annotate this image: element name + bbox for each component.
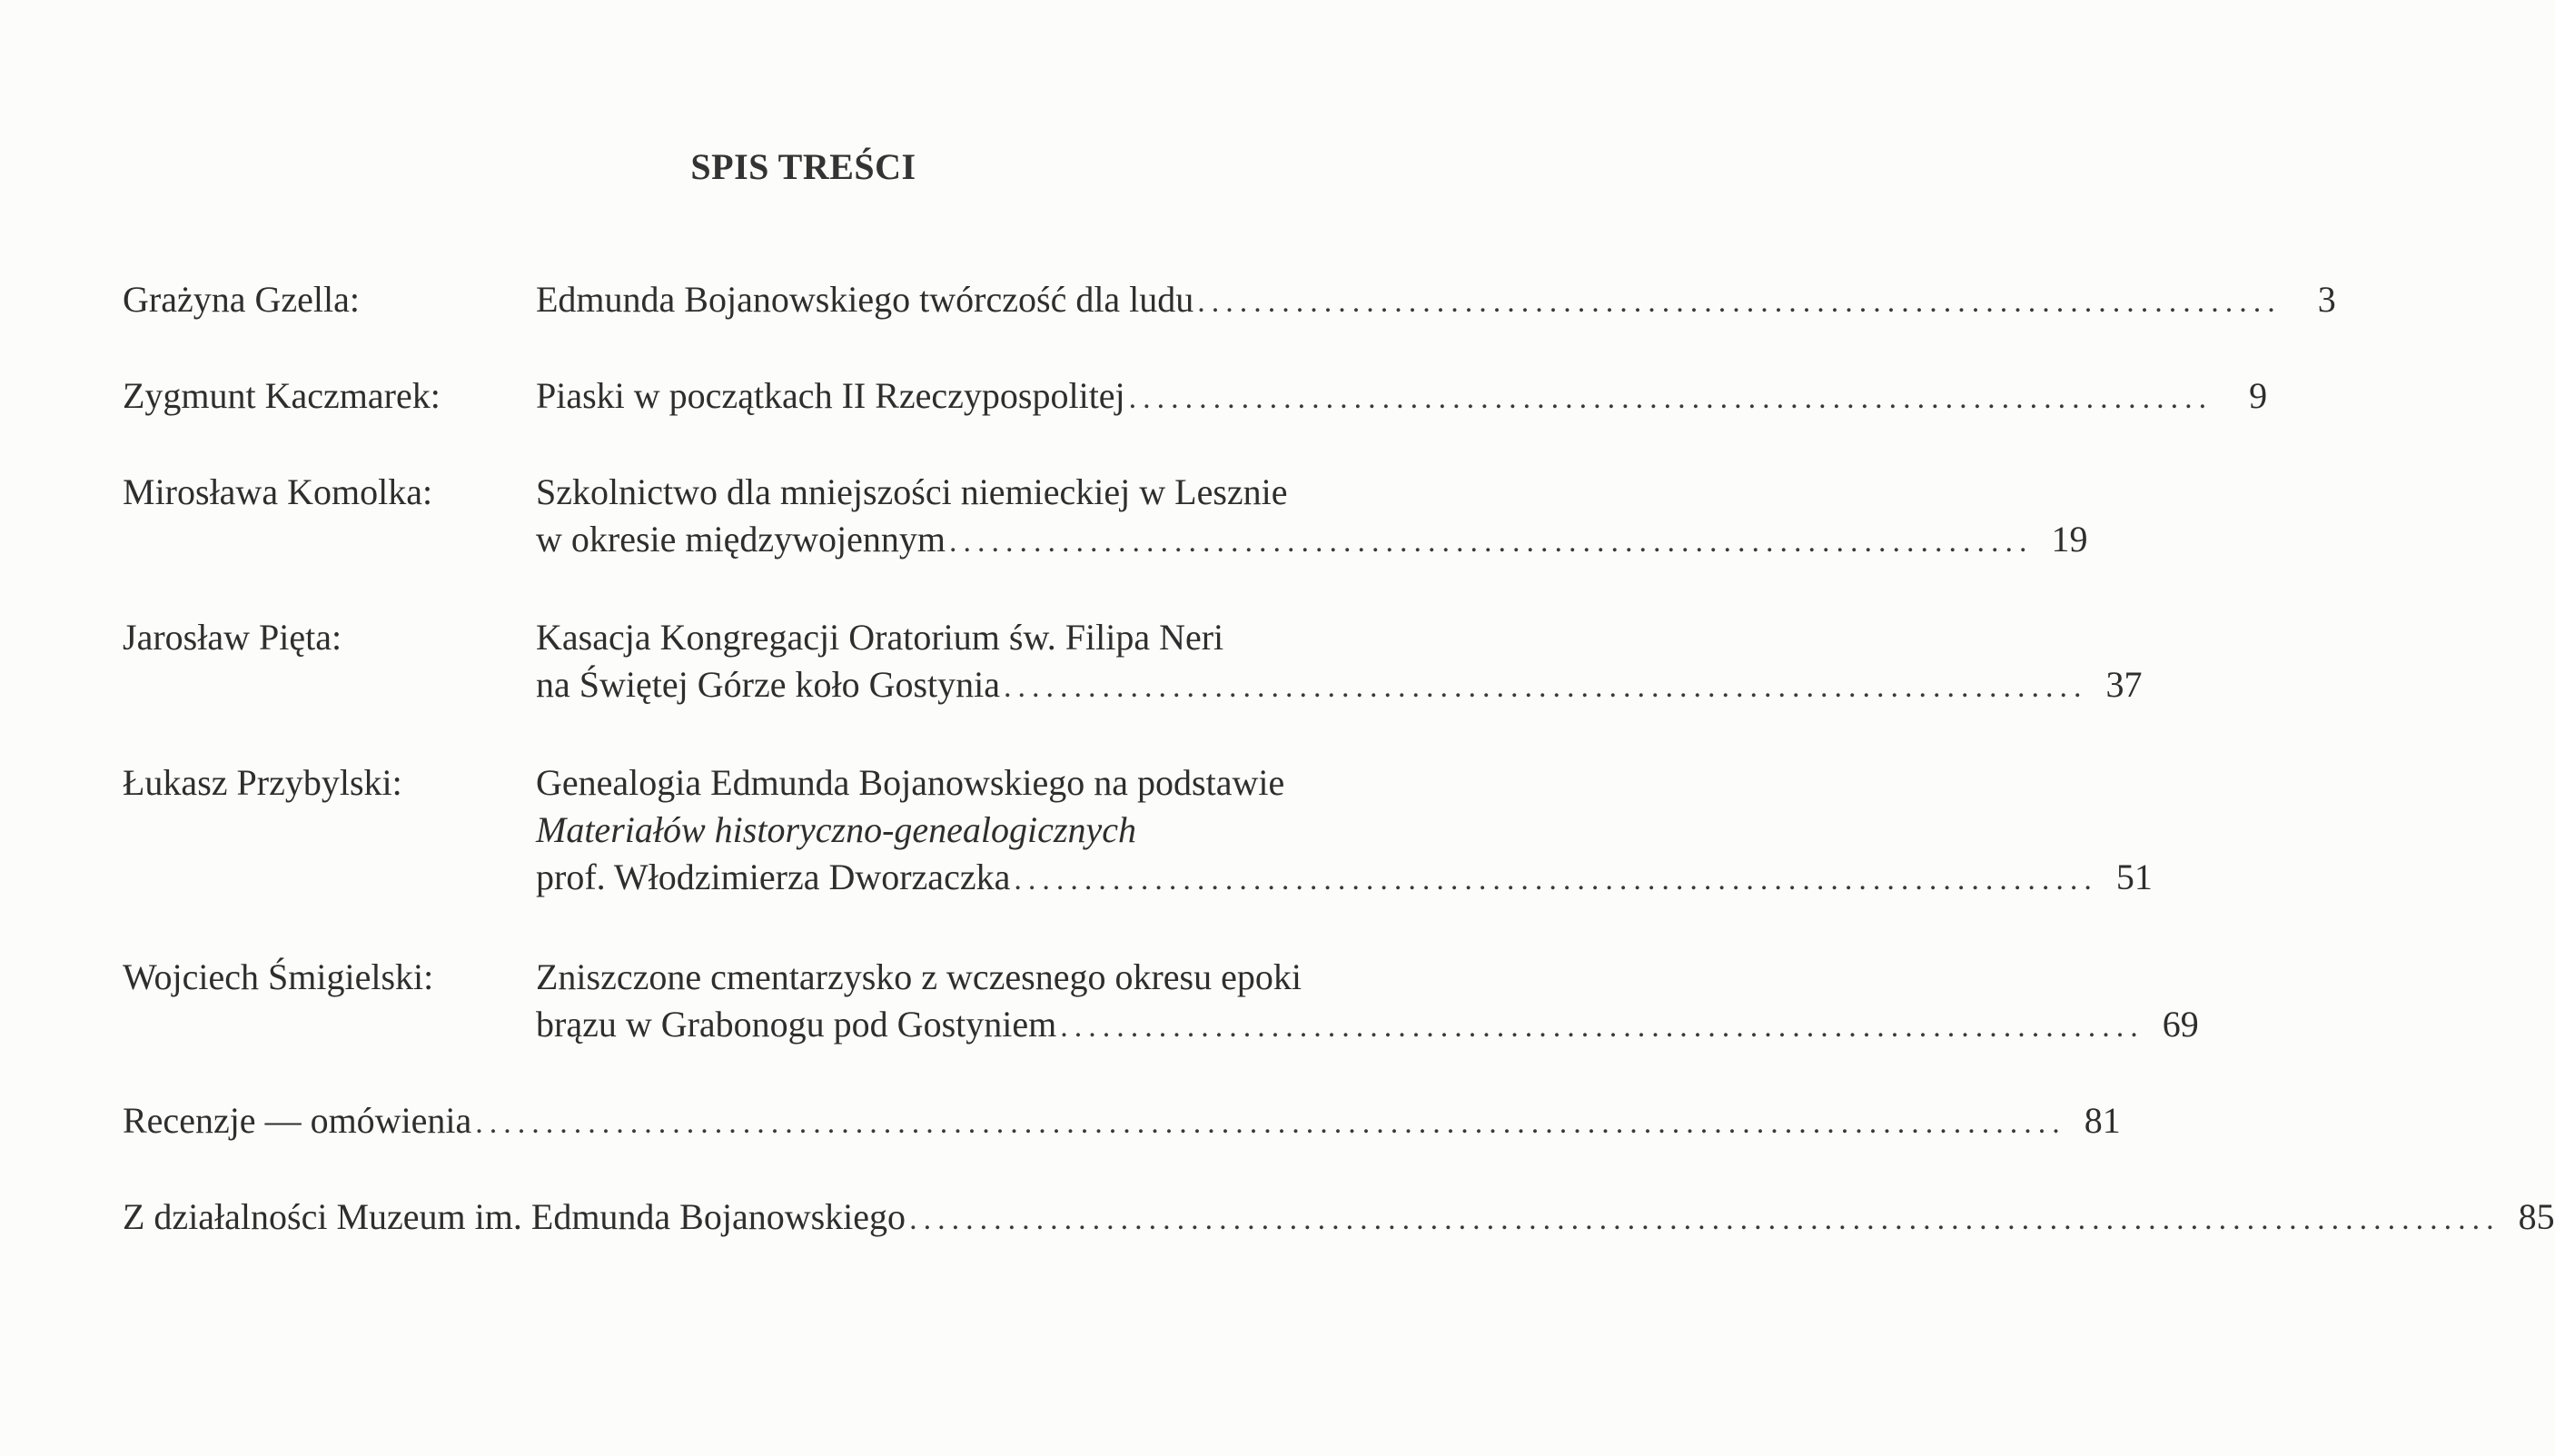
- entry-author: Grażyna Gzella:: [123, 279, 360, 320]
- toc-section: [123, 1097, 2121, 1144]
- entry-title: [536, 954, 2199, 1048]
- leader-dots: .................................................................................................................: [475, 1106, 2066, 1140]
- section-page-number: 85: [2518, 1196, 2555, 1237]
- entry-title-line: Piaski w początkach II Rzeczypospolitej: [536, 375, 1125, 416]
- entry-page-number: 37: [2105, 664, 2143, 705]
- entry-title: [536, 372, 2268, 420]
- entry-title: [536, 276, 2336, 323]
- entry-page-number: 9: [2249, 375, 2268, 416]
- entry-page-number: 69: [2162, 1004, 2199, 1045]
- page-title: SPIS TREŚCI: [690, 146, 916, 187]
- entry-title-line: Edmunda Bojanowskiego twórczość dla ludu: [536, 279, 1194, 320]
- leader-dots: .................................................................................................................: [909, 1203, 2501, 1236]
- section-label: Z działalności Muzeum im. Edmunda Bojanowskiego: [123, 1196, 906, 1237]
- entry-title: [536, 469, 2088, 563]
- entry-author: Jarosław Pięta:: [123, 617, 342, 658]
- leader-dots: .............................................................................: [1004, 670, 2088, 704]
- entry-title-line: Genealogia Edmunda Bojanowskiego na podstawie: [536, 762, 1285, 803]
- leader-dots: .............................................................................: [1014, 863, 2098, 896]
- entry-author: Mirosława Komolka:: [123, 471, 433, 512]
- entry-page-number: 51: [2115, 857, 2153, 897]
- section-label: Recenzje — omówienia: [123, 1100, 472, 1141]
- entry-title: [536, 614, 2143, 708]
- toc-section: [123, 1194, 2555, 1241]
- entry-author: Łukasz Przybylski:: [123, 762, 402, 803]
- entry-author: Zygmunt Kaczmarek:: [123, 375, 441, 416]
- leader-dots: .............................................................................: [949, 525, 2034, 559]
- entry-title-line-italic: Materiałów historyczno-genealogicznych: [536, 809, 1136, 850]
- entry-title-line: Zniszczone cmentarzysko z wczesnego okresu epoki: [536, 956, 1302, 997]
- entry-title: [536, 759, 2153, 901]
- section-page-number: 81: [2084, 1100, 2121, 1141]
- entry-page-number: 19: [2051, 519, 2088, 560]
- entry-title-line: w okresie międzywojennym: [536, 519, 946, 560]
- leader-dots: .............................................................................: [1128, 381, 2213, 415]
- leader-dots: .............................................................................: [1060, 1010, 2144, 1044]
- entry-title-line: Szkolnictwo dla mniejszości niemieckiej w Lesznie: [536, 471, 1288, 512]
- entry-title-line: na Świętej Górze koło Gostynia: [536, 664, 1000, 705]
- entry-title-line: Kasacja Kongregacji Oratorium św. Filipa Neri: [536, 617, 1224, 658]
- entry-title-line: prof. Włodzimierza Dworzaczka: [536, 857, 1011, 897]
- entry-page-number: 3: [2317, 279, 2336, 320]
- leader-dots: .............................................................................: [1197, 285, 2282, 319]
- entry-title-line: brązu w Grabonogu pod Gostyniem: [536, 1004, 1057, 1045]
- entry-author: Wojciech Śmigielski:: [123, 956, 434, 997]
